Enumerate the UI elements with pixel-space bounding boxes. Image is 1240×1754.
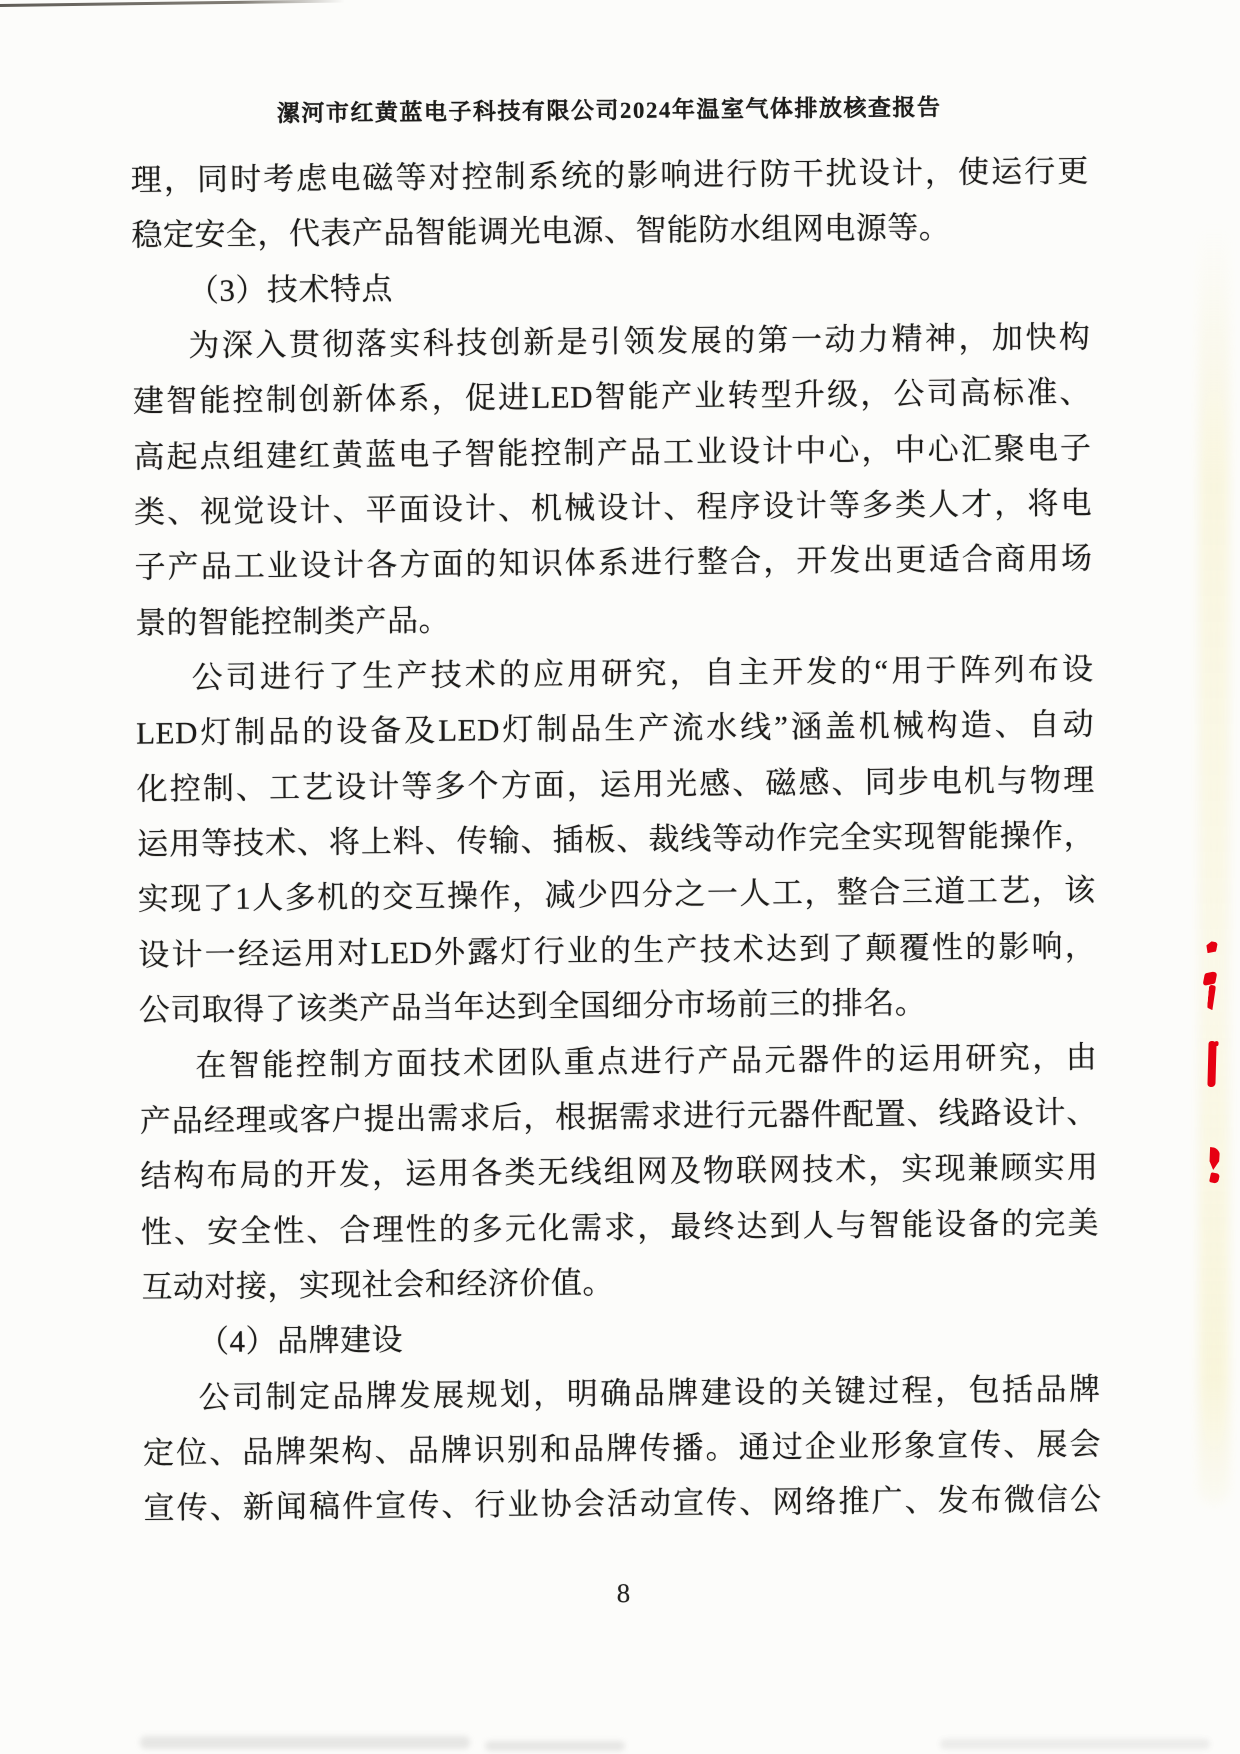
page-header: 漯河市红黄蓝电子科技有限公司2024年温室气体排放核查报告	[276, 94, 942, 127]
text-line: 景的智能控制类产品。	[134, 602, 451, 641]
scan-smudge	[140, 1736, 470, 1749]
page-number: 8	[616, 1577, 631, 1609]
text-line: LED灯制品的设备及LED灯制品生产流水线”涵盖机械构造、自动	[135, 706, 1095, 752]
red-pen-mark-bar	[1207, 1041, 1216, 1087]
text-line: 性、安全性、合理性的多元化需求，最终达到人与智能设备的完美	[140, 1204, 1100, 1250]
text-line: 运用等技术、将上料、传输、插板、裁线等动作完全实现智能操作，	[137, 817, 1096, 862]
red-pen-mark-dot	[1202, 971, 1217, 986]
red-pen-mark-stem	[1207, 985, 1216, 1011]
text-line: 子产品工业设计各方面的知识体系进行整合，开发出更适合商用场	[134, 540, 1093, 586]
text-line: 类、视觉设计、平面设计、机械设计、程序设计等多类人才，将电	[133, 485, 1093, 530]
text-line: 公司制定品牌发展规划，明确品牌建设的关键过程，包括品牌	[198, 1370, 1101, 1415]
red-pen-mark-i	[1201, 972, 1219, 1012]
text-line: 实现了1人多机的交互操作，减少四分之一人工，整合三道工艺，该	[137, 872, 1096, 918]
scan-smudge	[485, 1741, 625, 1751]
text-line: 设计一经运用对LED外露灯行业的生产技术达到了颠覆性的影响，	[138, 928, 1097, 973]
body-text	[131, 143, 1102, 1536]
text-line: 稳定安全，代表产品智能调光电源、智能防水组网电源等。	[131, 210, 951, 254]
text-line: 定位、品牌架构、品牌识别和品牌传播。通过企业形象宣传、展会	[142, 1426, 1102, 1471]
text-line: 建智能控制创新体系，促进LED智能产业转型升级，公司高标准、	[132, 374, 1092, 420]
text-line: 在智能控制方面技术团队重点进行产品元器件的运用研究，由	[195, 1038, 1098, 1083]
text-line: 结构布局的开发，运用各类无线组网及物联网技术，实现兼顾实用	[140, 1149, 1099, 1194]
text-line: 化控制、工艺设计等多个方面，运用光感、磁感、同步电机与物理	[136, 762, 1095, 807]
text-line: 公司进行了生产技术的应用研究，自主开发的“用于阵列布设	[191, 651, 1094, 696]
scan-smudge	[940, 1739, 1210, 1749]
text-line: 互动对接，实现社会和经济价值。	[141, 1264, 615, 1305]
red-pen-mark-exclamation	[1208, 1147, 1221, 1184]
text-line: （4）品牌建设	[197, 1322, 404, 1360]
text-line: （3）技术特点	[187, 270, 394, 308]
text-line: 宣传、新闻稿件宣传、行业协会活动宣传、网络推广、发布微信公	[143, 1481, 1102, 1526]
scan-yellow-streak	[1199, 225, 1229, 1505]
text-line: 为深入贯彻落实科技创新是引领发展的第一动力精神，加快构	[188, 319, 1091, 364]
red-pen-mark-dot	[1209, 1172, 1220, 1184]
text-line: 公司取得了该类产品当年达到全国细分市场前三的排名。	[138, 985, 927, 1028]
text-line: 理，同时考虑电磁等对控制系统的影响进行防干扰设计，使运行更	[130, 153, 1089, 198]
red-pen-mark-tick	[1214, 1041, 1218, 1046]
red-pen-mark-head	[1209, 1147, 1220, 1170]
text-line: 产品经理或客户提出需求后，根据需求进行元器件配置、线路设计、	[139, 1094, 1098, 1139]
text-line: 高起点组建红黄蓝电子智能控制产品工业设计中心，中心汇聚电子	[133, 430, 1092, 475]
